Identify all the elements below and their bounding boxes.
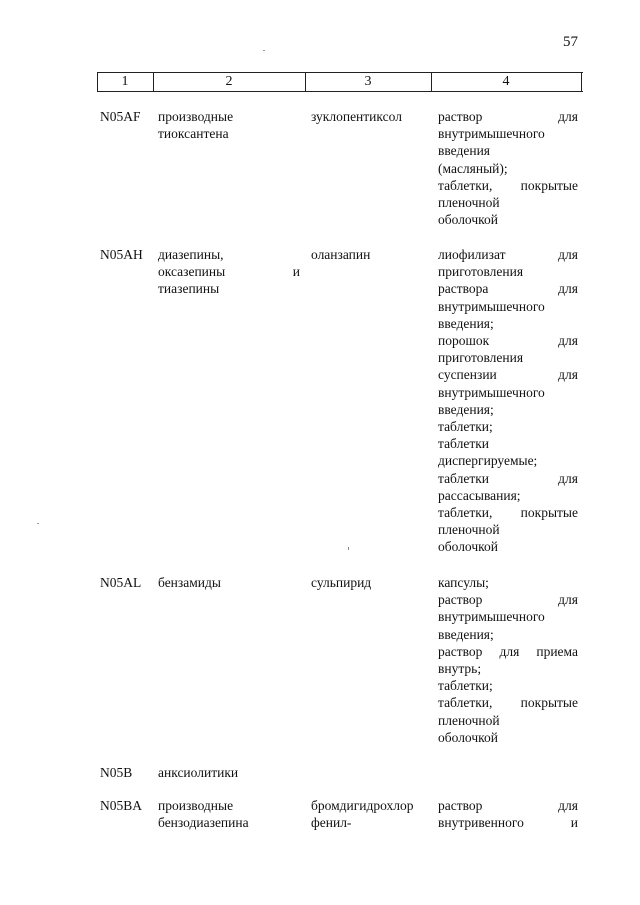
group-line: диазепины,: [158, 247, 224, 262]
form-line: таблетки, покрытые: [438, 505, 578, 520]
form-line: (масляный);: [438, 160, 508, 176]
group-line: тиазепины: [158, 281, 220, 297]
drug-line: сульпирид: [311, 575, 372, 590]
form-line: лиофилизат для: [438, 247, 578, 262]
form-line: внутрь;: [438, 661, 482, 676]
drug-line: фенил-: [311, 815, 352, 831]
form-line: пленочной: [438, 522, 500, 538]
form-line: таблетки;: [438, 678, 493, 694]
form-line: раствор для: [438, 592, 578, 608]
row-code: N05AF: [100, 109, 141, 124]
form-line: таблетки, покрытые: [438, 177, 578, 193]
header-col-3: 3: [364, 74, 372, 89]
form-line: таблетки;: [438, 419, 493, 434]
form-line: оболочкой: [438, 212, 498, 228]
page-number: 57: [563, 34, 578, 50]
scan-speck: [37, 523, 39, 524]
row-code: N05B: [100, 765, 133, 780]
row-code: N05BA: [100, 798, 143, 813]
drug-line: оланзапин: [311, 247, 371, 262]
scan-speck: [263, 50, 265, 51]
row-code: N05AL: [100, 575, 142, 590]
table-header: [97, 72, 583, 92]
header-col-2: 2: [225, 74, 233, 89]
form-line: капсулы;: [438, 575, 489, 590]
form-line: внутримышечного: [438, 126, 545, 142]
group-line: анксиолитики: [158, 765, 239, 780]
group-line: оксазепины и: [158, 264, 300, 280]
form-line: оболочкой: [438, 729, 498, 745]
group-line: бензодиазепина: [158, 815, 249, 831]
header-col-4: 4: [502, 74, 510, 89]
form-line: диспергируемые;: [438, 453, 538, 469]
form-line: приготовления: [438, 264, 524, 280]
form-line: пленочной: [438, 712, 500, 728]
form-line: таблетки, покрытые: [438, 695, 578, 711]
form-line: введения;: [438, 315, 494, 331]
form-line: оболочкой: [438, 539, 498, 555]
form-line: введения;: [438, 401, 494, 417]
group-line: тиоксантена: [158, 126, 229, 142]
form-line: раствор для: [438, 109, 578, 124]
form-line: внутривенного и: [438, 815, 578, 831]
form-line: суспензии для: [438, 367, 578, 383]
form-line: внутримышечного: [438, 384, 545, 400]
form-line: таблетки: [438, 436, 490, 452]
form-line: внутримышечного: [438, 609, 545, 625]
form-line: пленочной: [438, 195, 500, 210]
form-line: раствора для: [438, 281, 578, 297]
header-divider: [581, 73, 582, 91]
group-line: производные: [158, 109, 234, 124]
drug-line: зуклопентиксол: [311, 109, 402, 124]
form-line: приготовления: [438, 350, 524, 366]
scan-speck: [348, 547, 349, 550]
form-line: введения: [438, 143, 491, 159]
form-line: внутримышечного: [438, 298, 545, 314]
form-line: таблетки для: [438, 470, 578, 486]
group-line: производные: [158, 798, 234, 813]
form-line: рассасывания;: [438, 487, 521, 503]
form-line: раствор для: [438, 798, 578, 813]
header-col-1: 1: [121, 74, 129, 89]
form-line: порошок для: [438, 333, 578, 348]
row-code: N05AH: [100, 247, 143, 262]
form-line: раствор для приема: [438, 643, 578, 659]
drug-line: бромдигидрохлор: [311, 798, 414, 813]
group-line: бензамиды: [158, 575, 221, 590]
form-line: введения;: [438, 626, 494, 642]
